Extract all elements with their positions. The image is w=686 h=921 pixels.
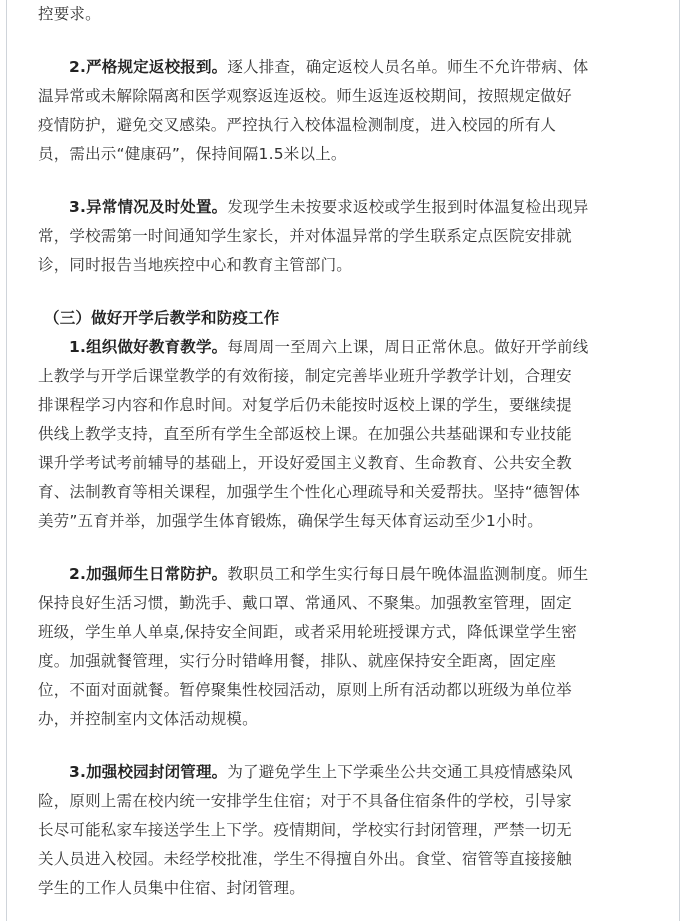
- paragraph-heading: 3.加强校园封闭管理。: [69, 763, 228, 781]
- paragraph-text: 发现学生未按要求返校或学生报到时体温复检出现异: [227, 198, 589, 216]
- paragraph-text: 长尽可能私家车接送学生上下学。疫情期间，学校实行封闭管理，严禁一切无: [38, 821, 572, 839]
- paragraph-text: 度。加强就餐管理，实行分时错峰用餐，排队、就座保持安全距离，固定座: [38, 652, 557, 670]
- paragraph-text: 员，需出示“健康码”，保持间隔1.5米以上。: [38, 145, 347, 163]
- paragraph-text: 位，不面对面就餐。暂停聚集性校园活动，原则上所有活动都以班级为单位举: [38, 681, 572, 699]
- paragraph-text: 排课程学习内容和作息时间。对复学后仍未能按时返校上课的学生，要继续提: [38, 396, 572, 414]
- paragraph-text: 班级，学生单人单桌,保持安全间距，或者采用轮班授课方式，降低课堂学生密: [38, 623, 577, 641]
- paragraph-teaching: [38, 333, 650, 536]
- paragraph-abnormal-handling: [38, 193, 650, 280]
- paragraph-text: 办，并控制室内文体活动规模。: [38, 710, 258, 728]
- paragraph-text: 育、法制教育等相关课程，加强学生个性化心理疏导和关爱帮扶。坚持“德智体: [38, 483, 581, 501]
- paragraph-text: 逐人排查，确定返校人员名单。师生不允许带病、体: [227, 58, 589, 76]
- paragraph-text: 关人员进入校园。未经学校批准，学生不得擅自外出。食堂、宿管等直接接触: [38, 850, 572, 868]
- paragraph-text: 为了避免学生上下学乘坐公共交通工具疫情感染风: [227, 763, 573, 781]
- paragraph-text: 险，原则上需在校内统一安排学生住宿；对于不具备住宿条件的学校，引导家: [38, 792, 572, 810]
- top-fragment: 控要求。: [38, 5, 101, 23]
- paragraph-text: 美劳”五育并举，加强学生体育锻炼，确保学生每天体育运动至少1小时。: [38, 512, 543, 530]
- paragraph-daily-protection: [38, 560, 650, 734]
- paragraph-text: 常，学校需第一时间通知学生家长，并对体温异常的学生联系定点医院安排就: [38, 227, 572, 245]
- paragraph-text: 供线上教学支持，直至所有学生全部返校上课。在加强公共基础课和专业技能: [38, 425, 572, 443]
- paragraph-campus-closure: [38, 758, 650, 903]
- paragraph-text: 诊，同时报告当地疾控中心和教育主管部门。: [38, 256, 353, 274]
- paragraph-text: 疫情防护，避免交叉感染。严控执行入校体温检测制度，进入校园的所有人: [38, 116, 557, 134]
- section-title: （三）做好开学后教学和防疫工作: [44, 309, 280, 327]
- paragraph-text: 保持良好生活习惯，勤洗手、戴口罩、常通风、不聚集。加强教室管理，固定: [38, 594, 572, 612]
- paragraph-text: 学生的工作人员集中住宿、封闭管理。: [38, 879, 305, 897]
- paragraph-text: 每周周一至周六上课，周日正常休息。做好开学前线: [227, 338, 589, 356]
- paragraph-text: 上教学与开学后课堂教学的有效衔接，制定完善毕业班升学教学计划，合理安: [38, 367, 572, 385]
- document-body: [38, 0, 650, 903]
- paragraph-heading: 3.异常情况及时处置。: [69, 198, 228, 216]
- paragraph-heading: 1.组织做好教育教学。: [69, 338, 228, 356]
- paragraph-heading: 2.严格规定返校报到。: [69, 58, 228, 76]
- paragraph-text: 温异常或未解除隔离和医学观察返连返校。师生返连返校期间，按照规定做好: [38, 87, 572, 105]
- paragraph-text: 课升学考试考前辅导的基础上，开设好爱国主义教育、生命教育、公共安全教: [38, 454, 572, 472]
- paragraph-heading: 2.加强师生日常防护。: [69, 565, 228, 583]
- paragraph-text: 教职员工和学生实行每日晨午晚体温监测制度。师生: [227, 565, 589, 583]
- paragraph-return-registration: [38, 53, 650, 169]
